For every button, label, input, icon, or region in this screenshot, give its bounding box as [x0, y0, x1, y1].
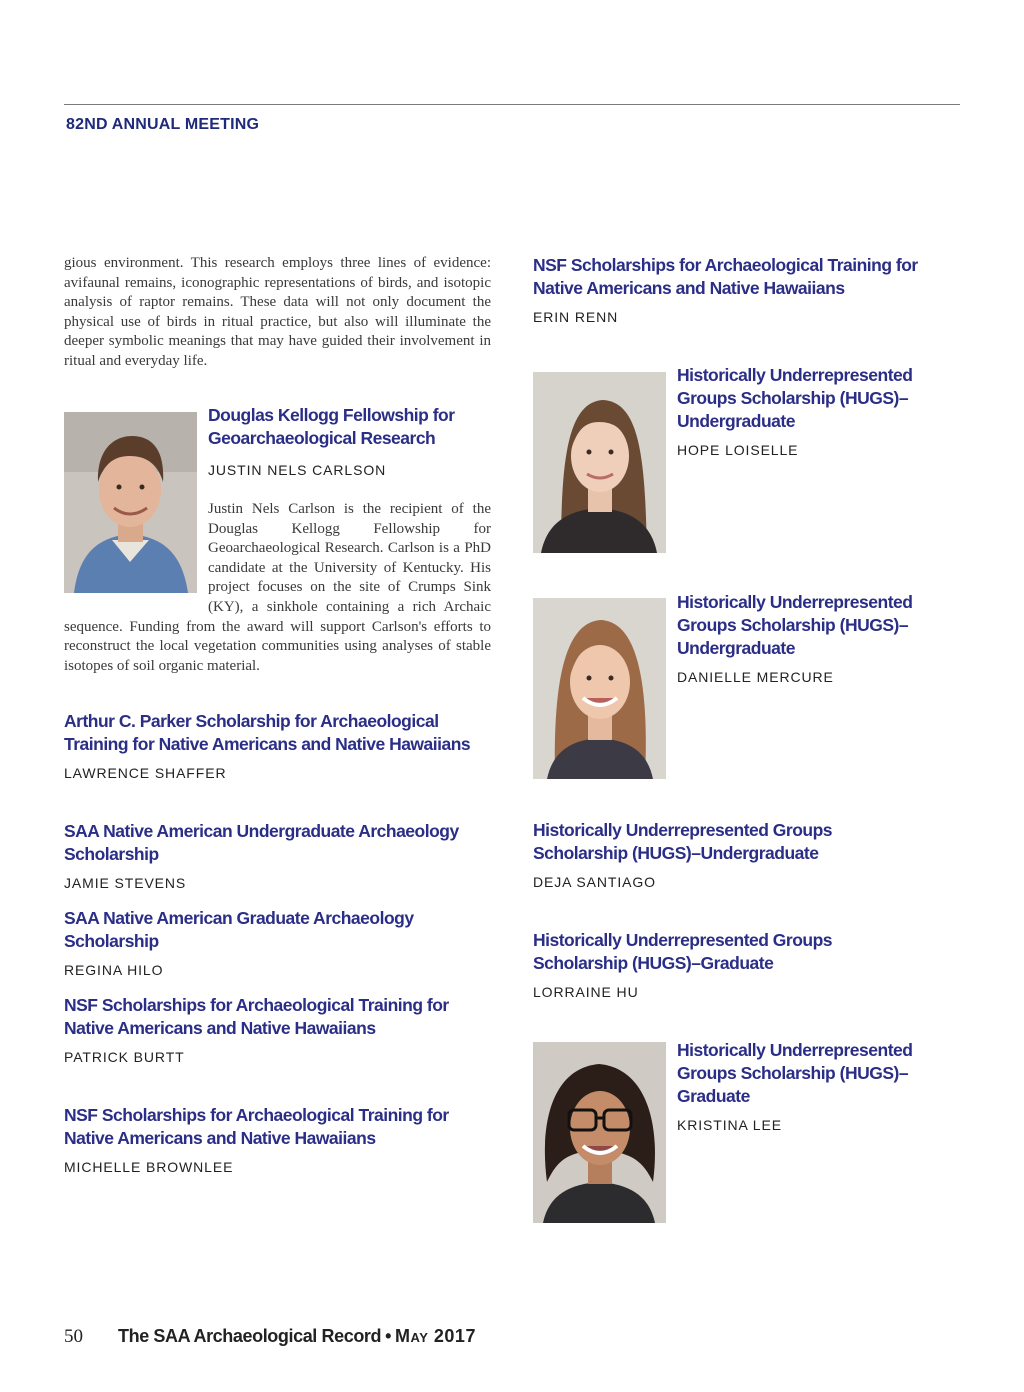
carlson-award-title: Douglas Kellogg Fellowship for Geoarchaeological Research	[208, 405, 455, 448]
footer-separator: •	[385, 1326, 392, 1346]
section-label: 82ND ANNUAL MEETING	[66, 116, 260, 133]
publication-title: The SAA Archaeological Record	[118, 1326, 382, 1346]
left-award-4	[64, 994, 489, 1065]
photo-wrap-spacer	[64, 500, 208, 614]
award-title: Historically Underrepresented Groups Scholarship (HUGS)–Undergraduate	[677, 365, 913, 431]
publication-footer	[118, 1326, 476, 1347]
right-award-3	[677, 591, 967, 685]
award-title: NSF Scholarships for Archaeological Training for Native Americans and Native Hawaiians	[533, 255, 918, 298]
right-award-6	[677, 1039, 967, 1133]
recipient-name: REGINA HILO	[64, 962, 164, 978]
page-number: 50	[64, 1326, 83, 1347]
award-title: NSF Scholarships for Archaeological Training for Native Americans and Native Hawaiians	[64, 1105, 449, 1148]
left-award-1	[64, 710, 494, 781]
award-title: Historically Underrepresented Groups Scholarship (HUGS)–Undergraduate	[533, 820, 833, 863]
recipient-name: LAWRENCE SHAFFER	[64, 765, 227, 781]
carlson-description	[64, 500, 491, 676]
award-title: Historically Underrepresented Groups Scholarship (HUGS)–Graduate	[677, 1040, 913, 1106]
recipient-name: JAMIE STEVENS	[64, 875, 187, 891]
right-award-2	[677, 364, 967, 458]
recipient-name: ERIN RENN	[533, 309, 619, 325]
recipient-name: KRISTINA LEE	[677, 1117, 782, 1133]
award-title: SAA Native American Undergraduate Archaeology Scholarship	[64, 821, 459, 864]
mercure-photo	[533, 598, 666, 779]
recipient-name: MICHELLE BROWNLEE	[64, 1159, 234, 1175]
carlson-paragraph: Justin Nels Carlson is the recipient of the Douglas Kellogg Fellowship for Geoarchaeological Research. Carlson is a PhD candidate at the University of Kentucky. His project focuses on the site of Crumps Sink (KY), a sinkhole containing a rich Archaic sequence. Funding from the award will support Carlson's efforts to reconstruct the local vegetation communities using analyses of stable isotopes of soil organic material.	[64, 501, 491, 674]
lee-photo	[533, 1042, 666, 1223]
right-award-5	[533, 929, 913, 1000]
recipient-name: DANIELLE MERCURE	[677, 669, 834, 685]
left-award-5	[64, 1104, 489, 1175]
left-award-2	[64, 820, 504, 891]
recipient-name: HOPE LOISELLE	[677, 442, 799, 458]
header-rule	[64, 104, 960, 105]
right-award-4	[533, 819, 913, 890]
intro-paragraph: gious environment. This research employs three lines of evidence: avifaunal remains, iconographic representations of birds, and isotopic analysis of raptor remains. These data will not only document the physical use of birds in ritual practice, but also will illuminate the deeper symbolic meanings that may have guided their involvement in ritual and everyday life.	[64, 255, 491, 369]
left-award-3	[64, 907, 504, 978]
issue-date: May 2017	[395, 1326, 476, 1346]
right-award-1	[533, 254, 958, 325]
award-title: Historically Underrepresented Groups Scholarship (HUGS)–Undergraduate	[677, 592, 913, 658]
loiselle-photo	[533, 372, 666, 553]
recipient-name: LORRAINE HU	[533, 984, 639, 1000]
award-title: Arthur C. Parker Scholarship for Archaeological Training for Native Americans and Native Hawaiians	[64, 711, 471, 754]
award-title: Historically Underrepresented Groups Scholarship (HUGS)–Graduate	[533, 930, 833, 973]
carlson-name: JUSTIN NELS CARLSON	[208, 462, 387, 478]
recipient-name: PATRICK BURTT	[64, 1049, 185, 1065]
recipient-name: DEJA SANTIAGO	[533, 874, 656, 890]
award-title: NSF Scholarships for Archaeological Training for Native Americans and Native Hawaiians	[64, 995, 449, 1038]
award-title: SAA Native American Graduate Archaeology Scholarship	[64, 908, 414, 951]
